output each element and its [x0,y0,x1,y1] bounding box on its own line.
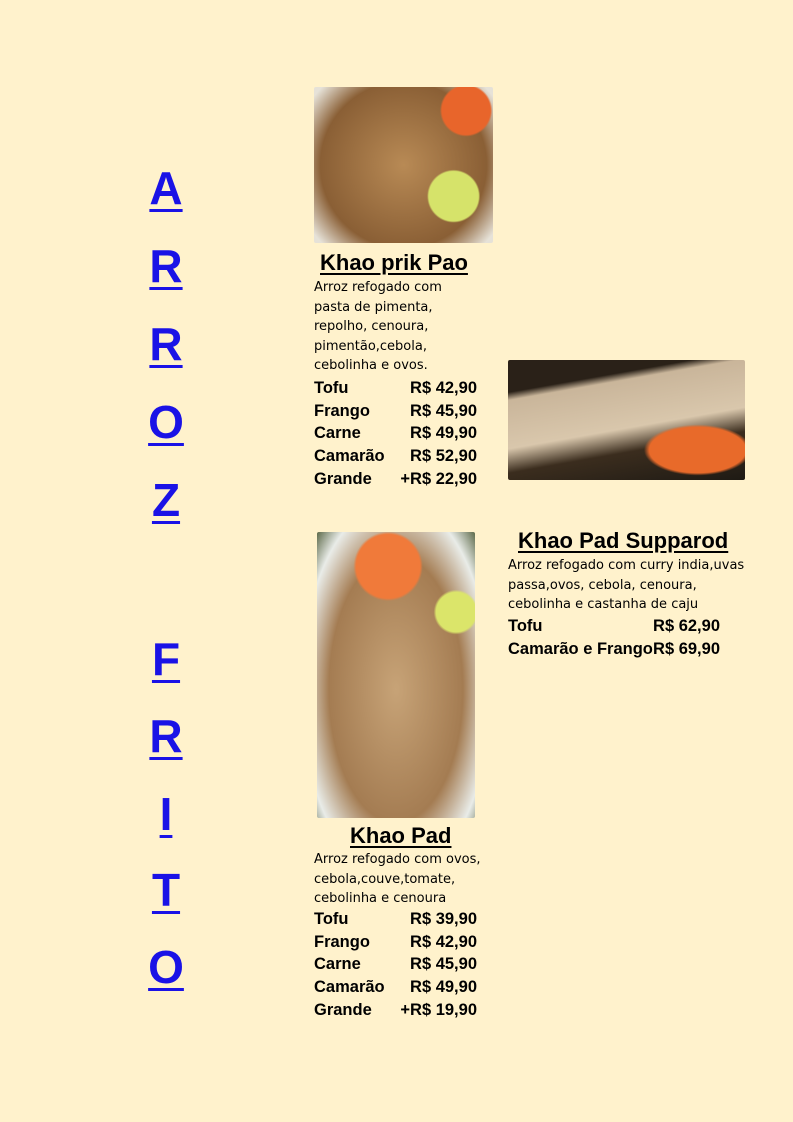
title-letter[interactable]: T [151,864,181,916]
item-description: Arroz refogado com pasta de pimenta, repolho, cenoura, pimentão,cebola, cebolinha e ovos. [314,280,442,373]
price-row [508,615,720,638]
price-list [314,377,477,490]
price-option: Frango [314,932,370,951]
price-row [314,931,477,954]
price-value: R$ 52,90 [410,446,477,465]
item-description: Arroz refogado com curry india,uvas passa,ovos, cebola, cenoura, cebolinha e castanha de caju [508,558,745,612]
price-row [314,953,477,976]
price-value: R$ 62,90 [653,616,720,635]
price-option: Camarão [314,977,385,996]
price-option: Frango [314,401,370,420]
title-letter[interactable]: O [148,396,184,448]
price-option: Tofu [314,378,349,397]
price-row [314,976,477,999]
price-value: R$ 49,90 [410,977,477,996]
price-row [314,445,477,468]
price-value: +R$ 22,90 [400,469,477,488]
price-option: Camarão e Frango [508,639,653,658]
price-row [314,377,477,400]
price-list [314,908,477,1021]
price-option: Grande [314,1000,372,1019]
price-option: Camarão [314,446,385,465]
price-value: R$ 45,90 [410,401,477,420]
price-option: Carne [314,424,361,443]
price-option: Tofu [314,909,349,928]
khao-prik-pao-photo [314,87,493,243]
price-row [314,468,477,491]
price-option: Tofu [508,616,543,635]
title-letter[interactable]: R [149,240,183,292]
title-letter[interactable]: R [149,710,183,762]
item-description: Arroz refogado com ovos, cebola,couve,tomate, cebolinha e cenoura [314,852,481,906]
price-row [314,999,477,1022]
price-value: R$ 42,90 [410,932,477,951]
price-option: Grande [314,469,372,488]
item-title: Khao prik Pao [320,250,468,275]
price-row [314,400,477,423]
price-value: R$ 42,90 [410,378,477,397]
item-title: Khao Pad Supparod [518,528,729,553]
title-letter[interactable]: Z [151,474,181,526]
khao-pad-photo [317,532,475,818]
price-value: R$ 49,90 [410,424,477,443]
item-title: Khao Pad [350,823,452,848]
title-letter[interactable]: R [149,318,183,370]
price-value: R$ 69,90 [653,639,720,658]
khao-pad-supparod-photo [508,360,745,480]
price-row [508,638,720,661]
price-list [508,615,720,660]
title-letter[interactable]: A [149,162,183,214]
price-value: R$ 45,90 [410,955,477,974]
title-letter[interactable]: I [159,788,173,840]
title-letter[interactable]: O [148,941,184,993]
price-value: +R$ 19,90 [400,1000,477,1019]
price-option: Carne [314,955,361,974]
price-row [314,422,477,445]
price-row [314,908,477,931]
price-value: R$ 39,90 [410,909,477,928]
title-letter[interactable]: F [151,633,181,685]
